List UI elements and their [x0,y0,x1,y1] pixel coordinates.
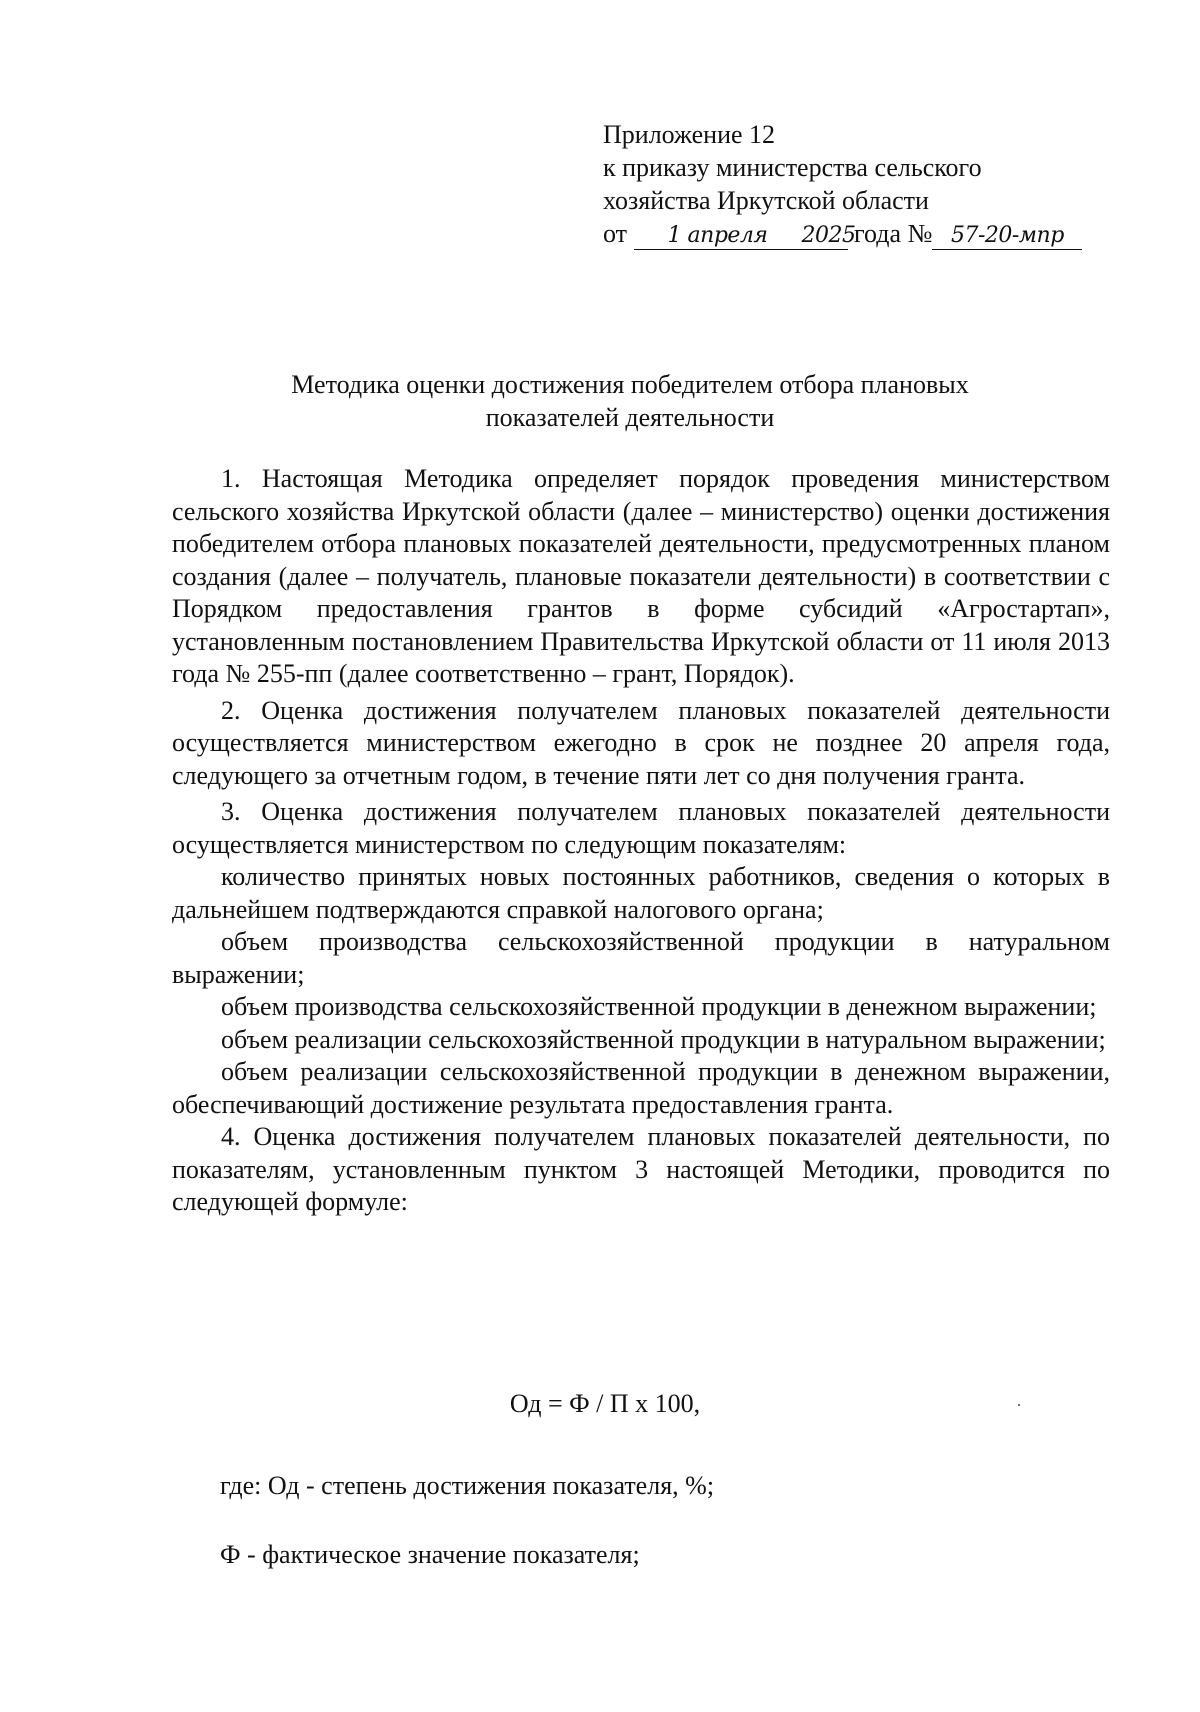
number-sign: № [907,219,933,248]
number-field [932,222,1082,250]
indicator-item-4: объем реализации сельскохозяйственной продукции в натуральном выражении; [221,1024,1106,1054]
formula [0,1388,1200,1420]
indicator-item-5: объем реализации сельскохозяйственной продукции в денежном выражении, обеспечивающий достижение результата предоставления гранта. [172,1057,1110,1119]
document-title [180,368,1080,434]
title-line-2: показателей деятельности [485,403,775,432]
handwritten-number: 57-20-мпр [950,223,1064,248]
definition-f: Ф - фактическое значение показателя; [220,1540,640,1569]
year-field [801,221,856,250]
definition-od: где: Од - степень достижения показателя, %; [220,1471,715,1500]
appendix-ministry-line: хозяйства Иркутской области [603,186,929,215]
formula-text: Од = Ф / П х 100, [509,1389,701,1418]
appendix-header [603,118,1163,250]
indicator-item-2: объем производства сельскохозяйственной продукции в натуральном выражении; [172,927,1110,989]
document-body [172,463,1110,1219]
paragraph-1: 1. Настоящая Методика определяет порядок проведения министерством сельского хозяйства Иркутской области (далее – министерство) оценки достижения победителем отбора плановых показателей деятельности, предусмотренных планом создания (далее – получатель, плановые показатели деятельности) в соответствии с Порядком предоставления грантов в форме субсидий «Агростартап», установленным постановлением Правительства Иркутской области от 11 июля 2013 года № 255-пп (далее соответственно – грант, Порядок). [172,464,1110,688]
scan-speck [1018,1404,1020,1406]
appendix-order-line: к приказу министерства сельского [603,153,982,182]
appendix-number: Приложение 12 [603,120,776,149]
paragraph-2: 2. Оценка достижения получателем плановых показателей деятельности осуществляется министерством ежегодно в срок не позднее 20 апреля года, следующего за отчетным годом, в течение пяти лет со дня получения гранта. [172,695,1110,790]
indicator-item-3: объем производства сельскохозяйственной продукции в денежном выражении; [221,992,1097,1021]
appendix-date-line [603,217,1163,250]
indicator-item-1: количество принятых новых постоянных работников, сведения о которых в дальнейшем подтверждаются справкой налогового органа; [172,862,1110,924]
handwritten-date: 1 апреля [667,223,768,248]
date-field [634,221,802,250]
handwritten-year: 2025 [801,223,856,248]
paragraph-4: 4. Оценка достижения получателем плановых показателей деятельности, по показателям, установленным пунктом 3 настоящей Методики, проводится по следующей формуле: [172,1122,1110,1216]
title-line-1: Методика оценки достижения победителем отбора плановых [291,370,969,399]
paragraph-3: 3. Оценка достижения получателем плановых показателей деятельности осуществляется министерством по следующим показателям: [172,797,1110,859]
from-label: от [603,219,628,248]
year-word: года [854,219,902,248]
